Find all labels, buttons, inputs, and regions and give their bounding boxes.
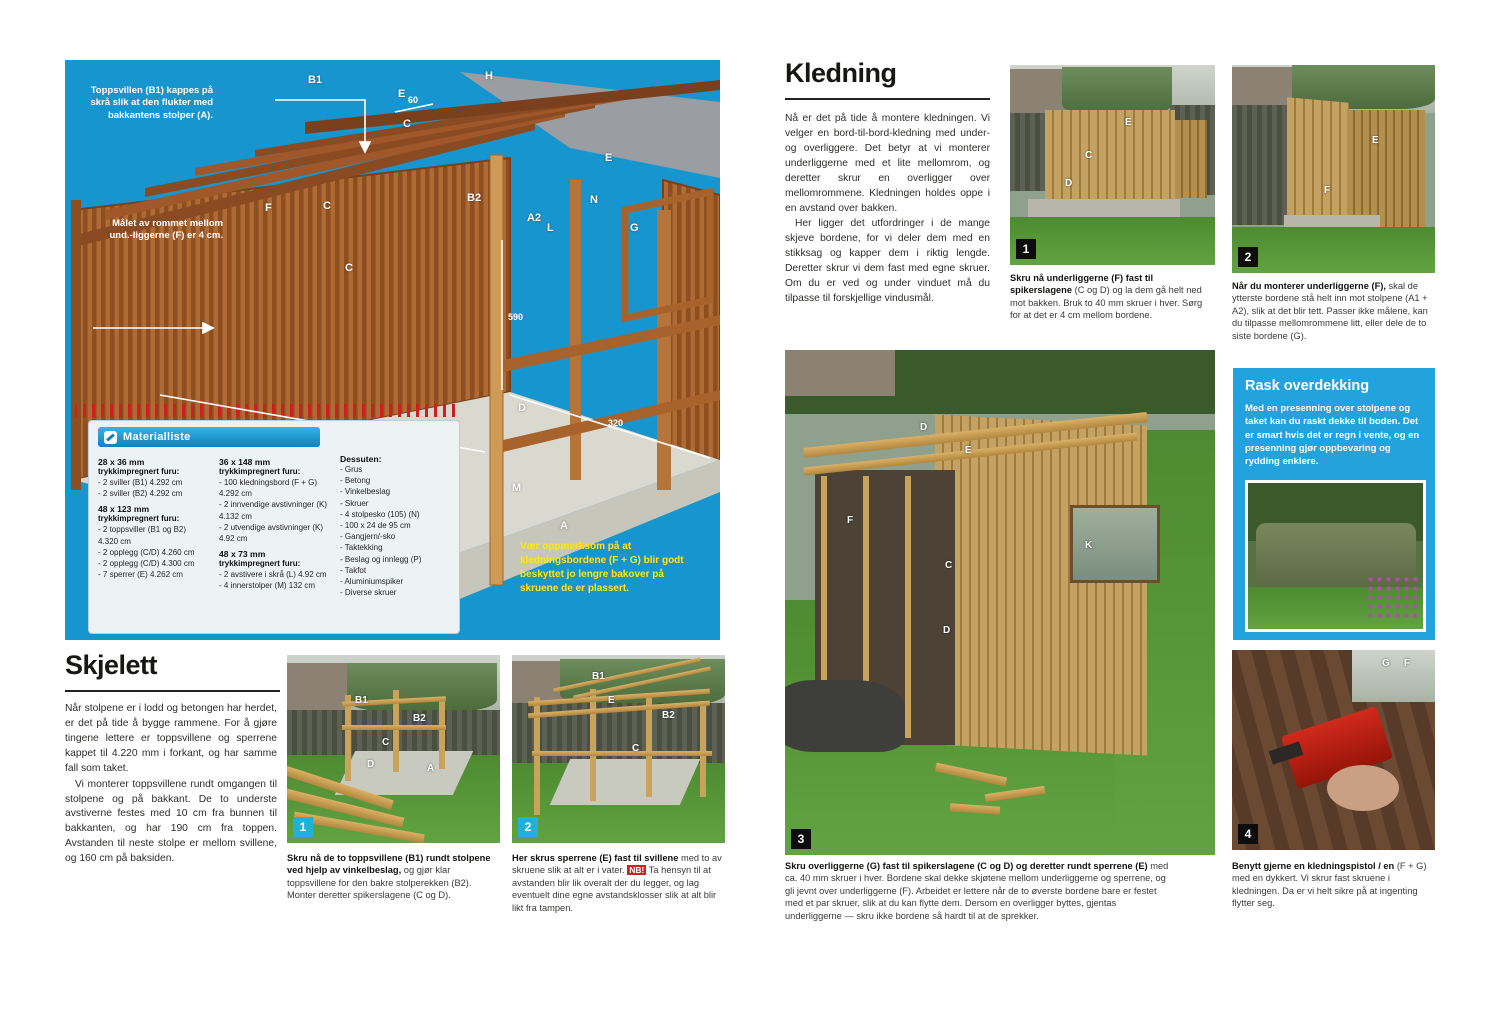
step-number-badge: 1 [293, 817, 313, 837]
part-label: D [518, 402, 526, 414]
photo-part-label: A [427, 763, 435, 774]
materials-item: - Diverse skruer [340, 587, 450, 598]
photo-kledning-step1 [1010, 65, 1215, 265]
photo-part-label: F [1324, 185, 1331, 196]
callout-spacing: Målet av rommet mellom und.-liggerne (F) er 4 cm. [109, 218, 223, 242]
caption-rest: Ta hensyn til at avstanden blir lik overalt der du legger, og lag eventuelt dine egne avstandsklosser slik at alt blir likt fra tampen. [512, 865, 717, 913]
materials-sub: trykkimpregnert furu: [98, 467, 180, 476]
photo-kledning-step3 [785, 350, 1215, 855]
part-label: A2 [527, 212, 542, 224]
materials-col3 [340, 452, 450, 598]
part-label: C [403, 118, 411, 130]
photo-tarp-cover [1245, 480, 1426, 632]
materials-list [88, 420, 460, 634]
part-label: N [590, 194, 598, 206]
caption-kledning-4 [1232, 860, 1432, 910]
materials-col1 [98, 452, 208, 598]
materials-item: - Betong [340, 475, 450, 486]
materials-item: - 2 avstivere i skrå (L) 4.92 cm [219, 569, 329, 580]
part-label: M [512, 482, 522, 494]
materials-item: - 100 x 24 de 95 cm [340, 520, 450, 531]
part-label: A [560, 520, 568, 532]
caption-rest: med to av skruene slik at alt er i vater. [512, 853, 722, 876]
caption-kledning-2 [1232, 280, 1432, 342]
materials-size: 28 x 36 mm [98, 457, 145, 467]
caption-kledning-3 [785, 860, 1173, 922]
materials-sub: trykkimpregnert furu: [219, 467, 301, 476]
step-number-badge: 3 [791, 829, 811, 849]
materials-item: - 2 utvendige avstivninger (K) 4.92 cm [219, 522, 329, 544]
materials-col2 [219, 452, 329, 598]
photo-post [700, 701, 706, 797]
photo-skjelett-step1 [287, 655, 500, 843]
caption-skjelett-1 [287, 852, 493, 902]
part-label: E [605, 152, 613, 164]
photo-part-label: D [943, 625, 951, 636]
caption-rest: (C og D) og la dem gå helt ned mot bakken. Bruk to 40 mm skruer i hver. Sørg for at det er 4 cm mellom bordene. [1010, 285, 1203, 321]
dimension-label: 590 [508, 312, 524, 322]
part-label: E [398, 88, 406, 100]
section-heading-kledning: Kledning [785, 58, 897, 88]
materials-item: - Taktekking [340, 542, 450, 553]
note-yellow: Vær oppmerksom på at kledningsbordene (F + G) blir godt beskyttet jo lengre bakover på skruene de er plassert. [520, 541, 684, 594]
photo-part-label: B2 [662, 710, 675, 721]
photo-part-label: K [1085, 540, 1093, 551]
photo-part-label: C [382, 737, 390, 748]
photo-clad-wall [1045, 110, 1175, 205]
photo-post [345, 695, 351, 781]
sidebar-body: Med en presenning over stolpene og taket kan du raskt dekke til boden. Det er smart hvis det er regn i vente, og en presenning gjør oppbevaring og rydding enklere. [1245, 403, 1420, 468]
photo-tarp [785, 680, 905, 752]
photo-post [590, 689, 596, 801]
materials-item: - Takfot [340, 565, 450, 576]
photo-part-label: D [1065, 178, 1073, 189]
caption-rest: med ca. 40 mm skruer i hver. Bordene skal dekke skjøtene mellom underliggerne og sperrene, og gli jevnt over underliggerne (F). Arbeidet er lettere når de to øverste bordene bare er festet med et par skruer, slik at du kan flytte dem. Dersom en overligger byttes, gjentas underliggerne — skru ikke bordene så hardt til at de sprekker. [785, 861, 1169, 921]
materials-item: - Beslag og innlegg (P) [340, 554, 450, 565]
caption-lead: Benytt gjerne en kledningspistol / en [1232, 861, 1395, 871]
materials-title: Materialliste [123, 431, 191, 443]
photo-flowers [1366, 575, 1418, 619]
caption-rest: (F + G) med en dykkert. Vi skrur fast skruene i kledningen. Da er vi helt sikre på at ingenting flytter seg. [1232, 861, 1427, 909]
photo-house [785, 350, 895, 396]
caption-kledning-1 [1010, 272, 1212, 322]
part-label: F [265, 202, 272, 214]
photo-part-label: E [965, 445, 972, 456]
paragraph: Nå er det på tide å montere kledningen. Vi velger en bord-til-bord-kledning med under- og overliggere. Det betyr at vi monterer underliggerne med et lite mellomrom, og deretter skrur en overligger over mellomrommene. Kledningen holdes oppe i en avstand over bakken. [785, 113, 990, 214]
photo-part-label: B1 [592, 671, 605, 682]
materials-item: - 2 sviller (B2) 4.292 cm [98, 488, 208, 499]
materials-sub: trykkimpregnert furu: [98, 514, 180, 524]
part-label: B1 [308, 74, 323, 86]
photo-grass [1010, 217, 1215, 265]
materials-item: - Skruer [340, 498, 450, 509]
caption-lead: Når du monterer underliggerne (F), [1232, 281, 1386, 291]
photo-part-label: F [1404, 658, 1411, 669]
photo-stud [905, 476, 911, 738]
photo-part-label: E [1372, 135, 1379, 146]
callout-toppsville: Toppsvillen (B1) kappes på skrå slik at den flukter med bakkantens stolper (A). [90, 85, 213, 121]
photo-part-label: C [945, 560, 953, 571]
step-number-badge: 4 [1238, 824, 1258, 844]
materials-item: - 4 innerstolper (M) 132 cm [219, 580, 329, 591]
caption-rest: skal de ytterste bordene stå helt inn mot stolpene (A1 + A2), slik at det blir tett. Passer ikke målene, kan du tilpasse mellomrommene litt, eller dele de to siste bordene (G). [1232, 281, 1428, 341]
step-number-badge: 1 [1016, 239, 1036, 259]
photo-part-label: F [847, 515, 854, 526]
materials-banner [98, 427, 320, 447]
photo-part-label: G [1382, 658, 1390, 669]
step-number-badge: 2 [518, 817, 538, 837]
materials-item: - 7 sperrer (E) 4.262 cm [98, 569, 208, 580]
materials-item: - 4 stolpesko (105) (N) [340, 509, 450, 520]
materials-item: - 100 kledningsbord (F + G) 4.292 cm [219, 477, 329, 499]
photo-part-label: D [920, 422, 928, 433]
materials-size: 36 x 148 mm [219, 457, 271, 467]
photo-clad-wall [1347, 110, 1425, 228]
part-label: G [630, 222, 639, 234]
part-label: C [323, 200, 331, 212]
part-label: L [547, 222, 554, 234]
materials-item: - Vinkelbeslag [340, 486, 450, 497]
photo-part-label: D [367, 759, 375, 770]
paragraph: Her ligger det utfordringer i de mange skjeve bordene, for vi deler dem med en stikksag og kapper dem i riktig lengde. Deretter skrur vi dem fast med egne skruer. Om du er ved og under vinduet må du tilpasse til forskjellige vindusmål. [785, 218, 990, 305]
part-label: C [345, 262, 353, 274]
photo-hand [1327, 765, 1399, 811]
skjelett-body [65, 702, 277, 917]
photo-grass [1232, 227, 1435, 273]
photo-rail [342, 725, 446, 730]
materials-icon [104, 431, 117, 444]
section-heading-skjelett: Skjelett [65, 650, 158, 680]
photo-post [439, 697, 445, 769]
materials-item: - 2 sviller (B1) 4.292 cm [98, 477, 208, 488]
materials-item: - 2 opplegg (C/D) 4.300 cm [98, 558, 208, 569]
kledning-body [785, 112, 990, 332]
heading-rule [785, 98, 990, 100]
photo-trees [1062, 67, 1172, 115]
materials-item: - Grus [340, 464, 450, 475]
photo-rail [532, 751, 712, 756]
photo-part-label: E [608, 695, 615, 706]
caption-skjelett-2 [512, 852, 722, 914]
caption-rest: og gjør klar toppsvillene for den bakre stolperekken (B2). Monter deretter spikerslagene (C og D). [287, 865, 472, 901]
step-number-badge: 2 [1238, 247, 1258, 267]
materials-size: 48 x 123 mm [98, 504, 150, 515]
photo-fence [1232, 105, 1290, 225]
caption-lead: Her skrus sperrene (E) fast til svillene [512, 853, 679, 863]
photo-part-label: C [1085, 150, 1093, 161]
photo-skjelett-step2 [512, 655, 725, 843]
materials-item: - 2 toppsviller (B1 og B2) 4.320 cm [98, 524, 208, 546]
dimension-label: 320 [608, 418, 624, 428]
materials-item: - 2 innvendige avstivninger (K) 4.132 cm [219, 499, 329, 521]
materials-item: - Aluminiumspiker [340, 576, 450, 587]
sidebar-rask-overdekking [1233, 368, 1435, 640]
materials-size: 48 x 73 mm [219, 549, 266, 560]
photo-kledning-step4 [1232, 650, 1435, 850]
photo-slab [550, 759, 700, 805]
part-label: B2 [467, 192, 482, 204]
photo-part-label: E [1125, 117, 1132, 128]
photo-kledning-step2 [1232, 65, 1435, 273]
photo-clad-wall [935, 414, 1147, 755]
photo-part-label: B2 [413, 713, 426, 724]
caption-lead: Skru overliggerne (G) fast til spikerslagene (C og D) og deretter rundt sperrene (E) [785, 861, 1148, 871]
paragraph: Når stolpene er i lodd og betongen har herdet, er det på tide å bygge rammene. For å gjøre tingene lettere er toppsvillene og sperrene kappet til 4.220 mm i forkant, og har samme fall som taket. [65, 703, 277, 774]
nb-tag: NB! [629, 865, 645, 876]
photo-clad-wall [1175, 120, 1207, 198]
caption-lead: Skru nå underliggerne (F) fast til spikerslagene [1010, 273, 1154, 296]
materials-sub: trykkimpregnert furu: [219, 559, 301, 569]
materials-item: - 2 opplegg (C/D) 4.260 cm [98, 547, 208, 558]
photo-part-label: C [632, 743, 640, 754]
caption-lead: Skru nå de to toppsvillene (B1) rundt stolpene ved hjelp av vinkelbeslag, [287, 853, 491, 876]
heading-rule [65, 690, 280, 692]
photo-window [1070, 505, 1160, 583]
paragraph: Vi monterer toppsvillene rundt omgangen til stolpene og på bakkant. De to underste avstiverne festes med 10 cm fra bunnen til bakkanten, og har 190 cm fra toppen. Avstanden til neste stolpe er mellom svillene, og 160 cm på baksiden. [65, 778, 277, 865]
part-label: H [485, 70, 493, 82]
materials-size: Dessuten: [340, 454, 382, 464]
materials-item: - Gangjern/-sko [340, 531, 450, 542]
photo-part-label: B1 [355, 695, 368, 706]
photo-sky [1352, 650, 1435, 702]
sidebar-title: Rask overdekking [1245, 378, 1370, 394]
dimension-label: 60 [408, 95, 419, 105]
